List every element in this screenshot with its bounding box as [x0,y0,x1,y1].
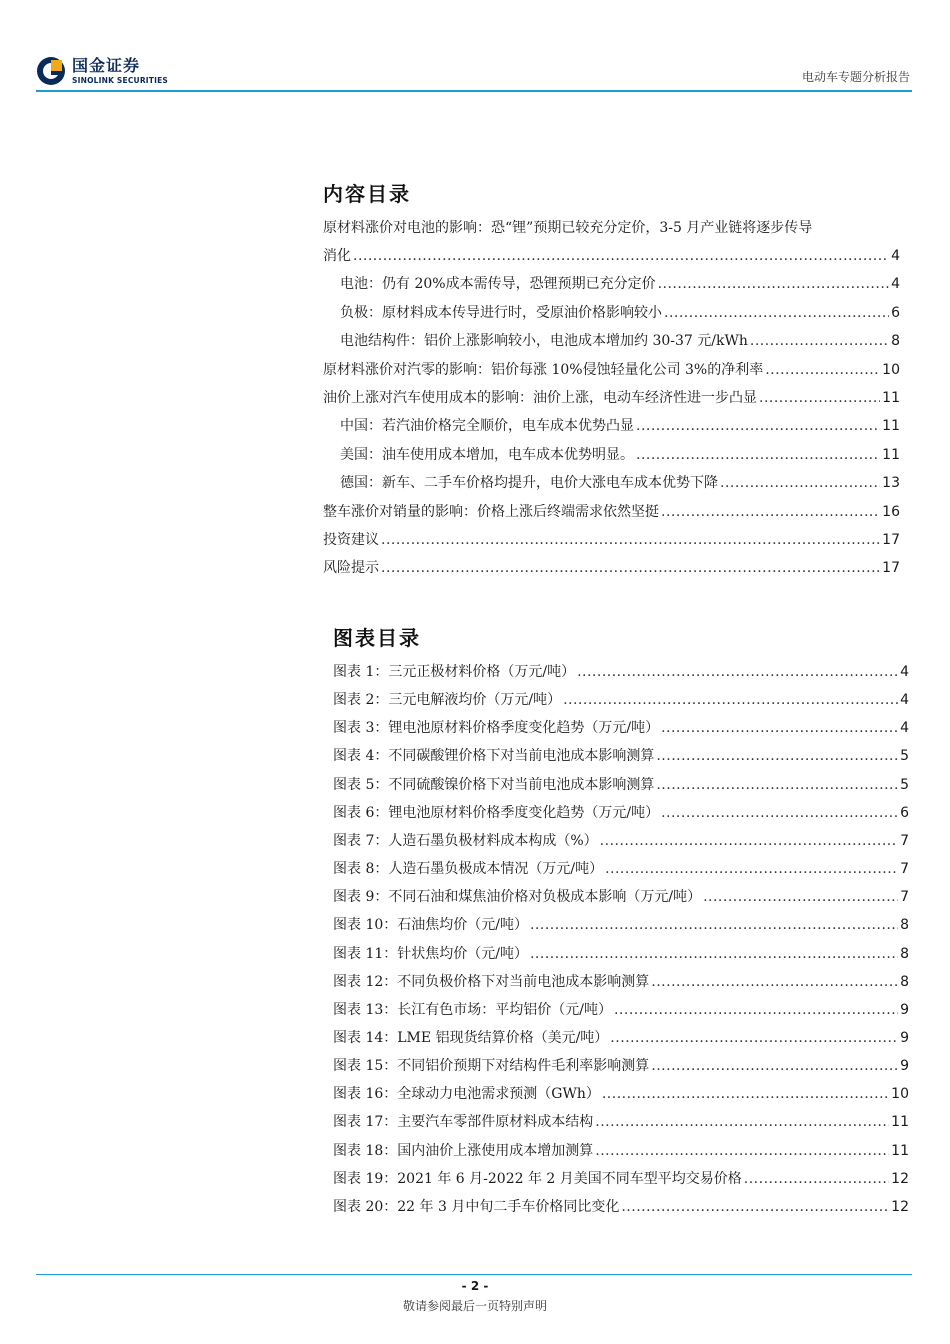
figure-entry[interactable] [333,1028,909,1048]
toc-leader-dots [381,558,880,578]
figure-entry[interactable] [333,944,909,964]
figure-entry-page: 6 [900,804,909,821]
figure-entry-page: 4 [900,720,909,737]
figure-entry[interactable] [333,746,909,766]
figure-entry-page: 8 [900,917,909,934]
page-header [36,52,912,92]
toc-entry-title: 美国：油车使用成本增加，电车成本优势明显。 [340,446,634,463]
figure-entry[interactable] [333,1084,909,1104]
toc-entry-page: 13 [882,475,900,492]
toc-entry[interactable] [340,416,900,436]
toc-entry-title: 电池：仍有 20%成本需传导，恐锂预期已充分定价 [340,276,656,293]
toc-entry-page: 11 [882,446,900,463]
figure-entry-page: 10 [891,1086,909,1103]
figure-entry[interactable] [333,1197,909,1217]
figure-entry-title: 图表 4：不同碳酸锂价格下对当前电池成本影响测算 [333,748,655,765]
figure-entry[interactable] [333,1169,909,1189]
figure-entry-page: 12 [891,1198,909,1215]
contents-title: 内容目录 [323,182,411,206]
toc-leader-dots [661,502,880,522]
figure-entry-page: 7 [900,889,909,906]
figure-leader-dots [661,803,898,823]
figure-entry-title: 图表 13：长江有色市场：平均铝价（元/吨） [333,1001,612,1018]
figure-leader-dots [610,1028,898,1048]
logo-english-name: SINOLINK SECURITIES [72,75,169,85]
figure-entry-page: 4 [900,692,909,709]
toc-leader-dots [636,445,880,465]
figure-entry[interactable] [333,915,909,935]
figure-entry[interactable] [333,1000,909,1020]
figures-title: 图表目录 [333,626,421,650]
figure-entry-title: 图表 18：国内油价上涨使用成本增加测算 [333,1142,594,1159]
figure-entry-title: 图表 12：不同负极价格下对当前电池成本影响测算 [333,973,650,990]
figure-entry[interactable] [333,1056,909,1076]
toc-entry-first-line[interactable]: 原材料涨价对电池的影响：恐“锂”预期已较充分定价，3-5 月产业链将逐步传导 [323,220,813,236]
figure-entry[interactable] [333,1141,909,1161]
figure-entry-title: 图表 16：全球动力电池需求预测（GWh） [333,1086,600,1103]
figure-leader-dots [651,972,898,992]
toc-entry[interactable] [323,558,900,578]
figure-entry-title: 图表 8：人造石墨负极成本情况（万元/吨） [333,861,604,878]
toc-entry-title: 负极：原材料成本传导进行时，受原油价格影响较小 [340,304,662,321]
footer-divider [36,1274,912,1275]
toc-entry[interactable] [340,274,900,294]
toc-entry-page: 4 [891,276,900,293]
figure-leader-dots [744,1169,889,1189]
figure-entry[interactable] [333,662,909,682]
figure-leader-dots [577,662,898,682]
figure-leader-dots [621,1197,889,1217]
figure-entry[interactable] [333,831,909,851]
figure-entry-title: 图表 1：三元正极材料价格（万元/吨） [333,664,576,680]
toc-leader-dots [353,246,889,266]
toc-entry[interactable] [323,360,900,380]
toc-entry-title: 德国：新车、二手车价格均提升，电价大涨电车成本优势下降 [340,475,718,492]
figure-entry[interactable] [333,1112,909,1132]
toc-entry-page: 11 [882,418,900,435]
figure-entry-page: 5 [900,776,909,793]
toc-entry[interactable] [340,445,900,465]
toc-entry[interactable] [323,502,900,522]
toc-entry-page: 16 [882,503,900,520]
figure-entry-page: 8 [900,973,909,990]
toc-entry-page: 11 [882,390,900,406]
figure-entry-page: 7 [900,861,909,878]
figure-leader-dots [614,1000,898,1020]
figure-entry-page: 8 [900,945,909,962]
figure-entry-title: 图表 15：不同铝价预期下对结构件毛利率影响测算 [333,1058,650,1075]
figure-entry-title: 图表 2：三元电解液均价（万元/吨） [333,692,562,709]
figure-leader-dots [602,1084,889,1104]
figure-entry[interactable] [333,803,909,823]
figure-entry-title: 图表 11：针状焦均价（元/吨） [333,945,528,962]
toc-entry-title: 风险提示 [323,560,379,577]
toc-entry[interactable] [340,473,900,493]
figure-entry-page: 11 [891,1114,909,1131]
figure-entry[interactable] [333,859,909,879]
toc-entry-page: 8 [891,333,900,350]
toc-leader-dots [636,416,880,436]
figure-entry-title: 图表 5：不同硫酸镍价格下对当前电池成本影响测算 [333,776,655,793]
figure-entry-title: 图表 17：主要汽车零部件原材料成本结构 [333,1114,594,1131]
figure-entry-page: 5 [900,748,909,765]
figure-leader-dots [661,718,898,738]
figure-entry[interactable] [333,718,909,738]
toc-leader-dots [664,303,889,323]
footer-disclaimer: 敬请参阅最后一页特别声明 [402,1299,547,1313]
figure-entry[interactable] [333,887,909,907]
figure-entry[interactable] [333,775,909,795]
figure-entry-page: 9 [900,1001,909,1018]
company-logo [36,55,168,87]
toc-entry-title: 投资建议 [323,532,379,548]
figure-entry-page: 9 [900,1029,909,1046]
toc-leader-dots [381,530,880,550]
sinolink-logo-icon [36,56,66,86]
logo-chinese-name: 国金证券 [72,55,141,75]
figure-entry-title: 图表 20：22 年 3 月中旬二手车价格同比变化 [333,1198,620,1215]
figure-entry-title: 图表 19：2021 年 6 月-2022 年 2 月美国不同车型平均交易价格 [333,1170,742,1187]
figure-entry-page: 11 [891,1142,909,1159]
figure-leader-dots [656,746,898,766]
toc-entry-title: 消化 [323,248,351,264]
figure-leader-dots [651,1056,898,1076]
toc-leader-dots [759,388,880,408]
figure-entry[interactable] [333,690,909,710]
figure-leader-dots [563,690,898,710]
toc-leader-dots [765,360,880,380]
toc-entry[interactable] [340,331,900,351]
figure-leader-dots [595,1141,889,1161]
toc-entry-title: 中国：若汽油价格完全顺价，电车成本优势凸显 [340,418,634,435]
figure-entry-title: 图表 10：石油焦均价（元/吨） [333,917,528,934]
toc-entry-title: 原材料涨价对汽零的影响：铝价每涨 10%侵蚀轻量化公司 3%的净利率 [323,361,764,378]
toc-leader-dots [750,331,889,351]
figure-leader-dots [605,859,898,879]
figure-leader-dots [530,915,898,935]
figure-entry[interactable] [333,972,909,992]
figure-leader-dots [656,775,898,795]
toc-entry-page: 4 [891,248,900,264]
report-type-label: 电动车专题分析报告 [801,70,910,84]
toc-leader-dots [658,274,890,294]
figure-entry-title: 图表 7：人造石墨负极材料成本构成（%） [333,832,598,849]
header-divider [36,90,912,92]
figure-entry-title: 图表 3：锂电池原材料价格季度变化趋势（万元/吨） [333,720,660,737]
toc-entry[interactable] [323,530,900,550]
toc-entry[interactable] [340,303,900,323]
figure-entry-page: 4 [900,664,909,680]
toc-entry-title: 整车涨价对销量的影响：价格上涨后终端需求依然坚挺 [323,503,659,520]
toc-entry-page: 17 [882,560,900,577]
figure-entry-title: 图表 14：LME 铝现货结算价格（美元/吨） [333,1029,609,1046]
figure-leader-dots [595,1112,889,1132]
toc-entry-page: 17 [882,532,900,548]
toc-entry-title: 油价上涨对汽车使用成本的影响：油价上涨，电动车经济性进一步凸显 [323,390,757,406]
figure-entry-title: 图表 9：不同石油和煤焦油价格对负极成本影响（万元/吨） [333,889,702,906]
figure-entry-page: 9 [900,1058,909,1075]
figure-leader-dots [600,831,898,851]
toc-entry-page: 10 [882,361,900,378]
figure-entry-title: 图表 6：锂电池原材料价格季度变化趋势（万元/吨） [333,804,660,821]
figure-entry-page: 7 [900,832,909,849]
toc-entry-page: 6 [891,304,900,321]
figure-leader-dots [530,944,898,964]
toc-entry-title: 电池结构件：铝价上涨影响较小，电池成本增加约 30-37 元/kWh [340,333,748,350]
figure-leader-dots [703,887,898,907]
page-number: - 2 - [461,1279,489,1293]
toc-entry[interactable] [323,246,900,266]
toc-entry[interactable] [323,388,900,408]
figure-entry-page: 12 [891,1170,909,1187]
toc-leader-dots [720,473,880,493]
